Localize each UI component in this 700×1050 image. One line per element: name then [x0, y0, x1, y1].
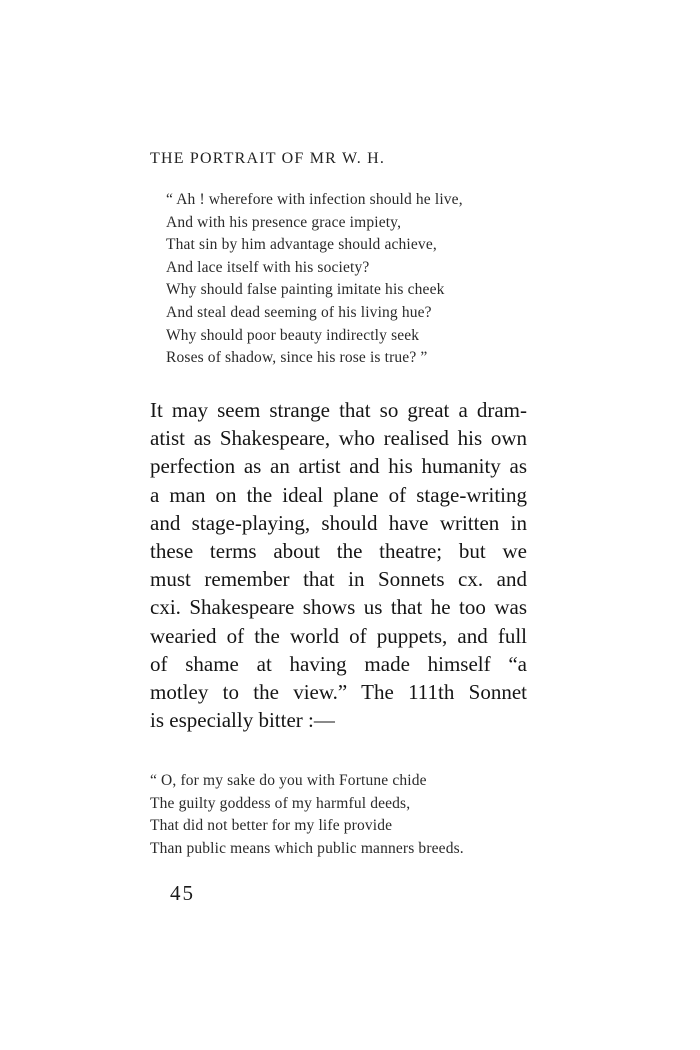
paragraph-line: cxi. Shakespeare shows us that he too was — [150, 595, 527, 620]
verse-line: And steal dead seeming of his living hue? — [166, 303, 432, 321]
verse-line: The guilty goddess of my harmful deeds, — [150, 794, 411, 812]
paragraph-line: these terms about the theatre; but we — [150, 538, 527, 563]
paragraph-line: must remember that in Sonnets cx. and — [150, 567, 527, 592]
verse-line: And lace itself with his society? — [166, 258, 370, 276]
paragraph-line: wearied of the world of puppets, and full — [150, 623, 527, 648]
paragraph-line: It may seem strange that so great a dram- — [150, 398, 527, 422]
verse-line: Why should false painting imitate his cheek — [166, 281, 445, 299]
paragraph-line: a man on the ideal plane of stage-writing — [150, 482, 527, 507]
page-number: 45 — [170, 881, 195, 905]
verse-line: That sin by him advantage should achieve, — [166, 236, 437, 254]
body-paragraph — [150, 396, 527, 734]
sonnet-quote-first — [166, 189, 463, 370]
paragraph-line: atist as Shakespeare, who realised his own — [150, 426, 527, 451]
paragraph-line: motley to the view.” The 111th Sonnet — [150, 679, 527, 704]
paragraph-line: is especially bitter :— — [150, 708, 335, 733]
paragraph-line: and stage-playing, should have written in — [150, 510, 527, 535]
paragraph-line: perfection as an artist and his humanity as — [150, 454, 527, 479]
verse-line: “ Ah ! wherefore with infection should he live, — [166, 191, 463, 208]
verse-line: “ O, for my sake do you with Fortune chide — [150, 772, 427, 789]
verse-line: Than public means which public manners breeds. — [150, 839, 464, 857]
sonnet-quote-second — [150, 770, 464, 860]
verse-line: Roses of shadow, since his rose is true? ” — [166, 349, 428, 367]
paragraph-line: of shame at having made himself “a — [150, 651, 527, 676]
verse-line: That did not better for my life provide — [150, 817, 393, 834]
verse-line: And with his presence grace impiety, — [166, 213, 402, 231]
running-head: THE PORTRAIT OF MR W. H. — [150, 150, 386, 167]
verse-line: Why should poor beauty indirectly seek — [166, 326, 420, 344]
